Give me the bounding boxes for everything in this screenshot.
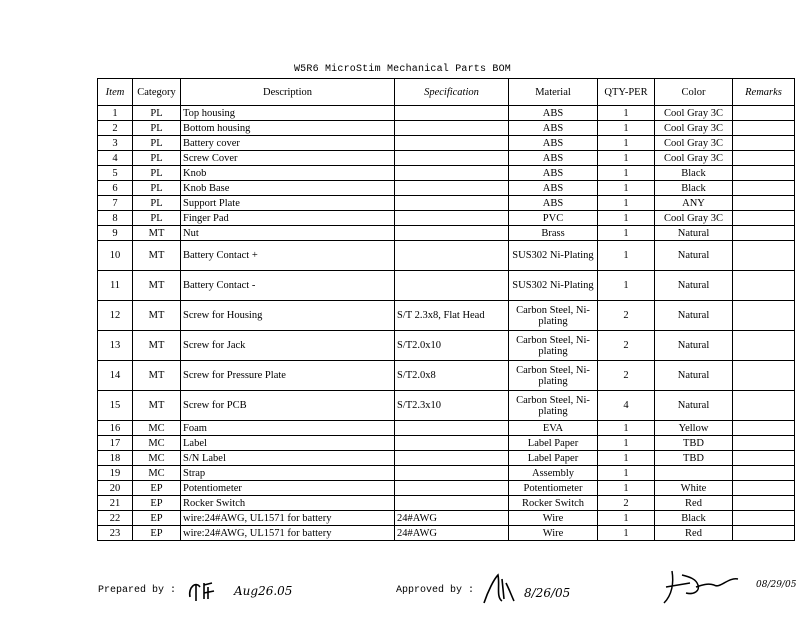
table-row bbox=[98, 136, 795, 151]
cell-qty: 1 bbox=[598, 166, 655, 181]
cell-color: Black bbox=[655, 181, 733, 196]
cell-description: wire:24#AWG, UL1571 for battery bbox=[181, 511, 395, 526]
cell-spec bbox=[395, 451, 509, 466]
table-row bbox=[98, 106, 795, 121]
cell-qty: 1 bbox=[598, 196, 655, 211]
cell-remarks bbox=[733, 451, 795, 466]
cell-description: Battery Contact + bbox=[181, 241, 395, 271]
table-row bbox=[98, 526, 795, 541]
column-header-qty: QTY-PER bbox=[598, 79, 655, 106]
cell-color: Natural bbox=[655, 241, 733, 271]
cell-description: Battery cover bbox=[181, 136, 395, 151]
table-row bbox=[98, 196, 795, 211]
cell-material: SUS302 Ni-Plating bbox=[509, 271, 598, 301]
cell-material: ABS bbox=[509, 136, 598, 151]
cell-material: ABS bbox=[509, 151, 598, 166]
cell-description: Screw Cover bbox=[181, 151, 395, 166]
cell-description: Foam bbox=[181, 421, 395, 436]
cell-description: S/N Label bbox=[181, 451, 395, 466]
cell-remarks bbox=[733, 271, 795, 301]
column-header-specification: Specification bbox=[395, 79, 509, 106]
cell-spec bbox=[395, 421, 509, 436]
cell-description: Label bbox=[181, 436, 395, 451]
cell-item: 17 bbox=[98, 436, 133, 451]
cell-qty: 1 bbox=[598, 151, 655, 166]
cell-material: PVC bbox=[509, 211, 598, 226]
cell-qty: 1 bbox=[598, 211, 655, 226]
cell-remarks bbox=[733, 151, 795, 166]
cell-description: Potentiometer bbox=[181, 481, 395, 496]
cell-spec bbox=[395, 181, 509, 196]
table-row bbox=[98, 436, 795, 451]
column-header-material: Material bbox=[509, 79, 598, 106]
cell-category: MC bbox=[133, 466, 181, 481]
cell-category: MC bbox=[133, 436, 181, 451]
cell-description: Screw for Jack bbox=[181, 331, 395, 361]
cell-remarks bbox=[733, 301, 795, 331]
final-signature bbox=[656, 567, 802, 609]
page-title: W5R6 MicroStim Mechanical Parts BOM bbox=[293, 64, 512, 75]
cell-remarks bbox=[733, 211, 795, 226]
cell-description: Rocker Switch bbox=[181, 496, 395, 511]
cell-material: Assembly bbox=[509, 466, 598, 481]
cell-color: White bbox=[655, 481, 733, 496]
cell-material: SUS302 Ni-Plating bbox=[509, 241, 598, 271]
cell-remarks bbox=[733, 181, 795, 196]
cell-item: 8 bbox=[98, 211, 133, 226]
approved-by-label: Approved by : bbox=[396, 585, 475, 596]
cell-material: Brass bbox=[509, 226, 598, 241]
cell-remarks bbox=[733, 166, 795, 181]
cell-spec bbox=[395, 211, 509, 226]
cell-item: 20 bbox=[98, 481, 133, 496]
cell-spec bbox=[395, 496, 509, 511]
cell-remarks bbox=[733, 361, 795, 391]
cell-description: wire:24#AWG, UL1571 for battery bbox=[181, 526, 395, 541]
cell-material: Label Paper bbox=[509, 451, 598, 466]
cell-qty: 1 bbox=[598, 136, 655, 151]
cell-material: ABS bbox=[509, 181, 598, 196]
cell-material: ABS bbox=[509, 106, 598, 121]
cell-category: MC bbox=[133, 451, 181, 466]
bom-table bbox=[97, 78, 795, 541]
cell-spec bbox=[395, 196, 509, 211]
table-row bbox=[98, 301, 795, 331]
table-row bbox=[98, 481, 795, 496]
cell-color: Yellow bbox=[655, 421, 733, 436]
cell-description: Screw for Pressure Plate bbox=[181, 361, 395, 391]
cell-color: Cool Gray 3C bbox=[655, 136, 733, 151]
cell-category: PL bbox=[133, 166, 181, 181]
cell-spec: S/T 2.3x8, Flat Head bbox=[395, 301, 509, 331]
column-header-item: Item bbox=[98, 79, 133, 106]
table-row bbox=[98, 331, 795, 361]
cell-item: 19 bbox=[98, 466, 133, 481]
cell-category: PL bbox=[133, 136, 181, 151]
cell-category: EP bbox=[133, 511, 181, 526]
cell-spec bbox=[395, 166, 509, 181]
cell-category: MT bbox=[133, 226, 181, 241]
cell-remarks bbox=[733, 136, 795, 151]
cell-material: Label Paper bbox=[509, 436, 598, 451]
cell-qty: 1 bbox=[598, 481, 655, 496]
cell-item: 16 bbox=[98, 421, 133, 436]
cell-color: Natural bbox=[655, 331, 733, 361]
cell-description: Knob bbox=[181, 166, 395, 181]
cell-item: 9 bbox=[98, 226, 133, 241]
cell-remarks bbox=[733, 511, 795, 526]
cell-material: ABS bbox=[509, 166, 598, 181]
cell-remarks bbox=[733, 121, 795, 136]
prepared-by-label: Prepared by : bbox=[98, 585, 177, 596]
cell-remarks bbox=[733, 481, 795, 496]
cell-item: 18 bbox=[98, 451, 133, 466]
cell-color: ANY bbox=[655, 196, 733, 211]
cell-material: EVA bbox=[509, 421, 598, 436]
cell-remarks bbox=[733, 526, 795, 541]
cell-qty: 1 bbox=[598, 181, 655, 196]
cell-item: 5 bbox=[98, 166, 133, 181]
cell-spec: 24#AWG bbox=[395, 511, 509, 526]
cell-qty: 1 bbox=[598, 451, 655, 466]
cell-color: Black bbox=[655, 166, 733, 181]
cell-category: MT bbox=[133, 331, 181, 361]
cell-remarks bbox=[733, 496, 795, 511]
cell-qty: 4 bbox=[598, 391, 655, 421]
cell-material: Potentiometer bbox=[509, 481, 598, 496]
approved-signature bbox=[478, 571, 598, 609]
column-header-color: Color bbox=[655, 79, 733, 106]
cell-description: Support Plate bbox=[181, 196, 395, 211]
table-row bbox=[98, 451, 795, 466]
prepared-date: Aug26.05 bbox=[234, 584, 293, 598]
cell-remarks bbox=[733, 226, 795, 241]
cell-category: PL bbox=[133, 211, 181, 226]
cell-color: Natural bbox=[655, 391, 733, 421]
table-row bbox=[98, 361, 795, 391]
cell-remarks bbox=[733, 331, 795, 361]
cell-description: Screw for Housing bbox=[181, 301, 395, 331]
cell-color: Red bbox=[655, 496, 733, 511]
cell-material: ABS bbox=[509, 196, 598, 211]
cell-remarks bbox=[733, 421, 795, 436]
cell-color: Natural bbox=[655, 361, 733, 391]
cell-category: MT bbox=[133, 241, 181, 271]
cell-spec bbox=[395, 481, 509, 496]
cell-description: Battery Contact - bbox=[181, 271, 395, 301]
cell-spec bbox=[395, 241, 509, 271]
cell-qty: 1 bbox=[598, 121, 655, 136]
table-row bbox=[98, 496, 795, 511]
cell-item: 7 bbox=[98, 196, 133, 211]
cell-qty: 2 bbox=[598, 361, 655, 391]
cell-spec bbox=[395, 436, 509, 451]
table-row bbox=[98, 511, 795, 526]
cell-spec bbox=[395, 136, 509, 151]
cell-item: 4 bbox=[98, 151, 133, 166]
cell-color: Red bbox=[655, 526, 733, 541]
cell-spec bbox=[395, 121, 509, 136]
cell-material: ABS bbox=[509, 121, 598, 136]
cell-spec: S/T2.0x8 bbox=[395, 361, 509, 391]
cell-category: PL bbox=[133, 196, 181, 211]
cell-category: EP bbox=[133, 526, 181, 541]
cell-qty: 2 bbox=[598, 301, 655, 331]
cell-remarks bbox=[733, 106, 795, 121]
cell-description: Strap bbox=[181, 466, 395, 481]
cell-category: EP bbox=[133, 496, 181, 511]
table-row bbox=[98, 226, 795, 241]
cell-item: 2 bbox=[98, 121, 133, 136]
cell-category: MT bbox=[133, 301, 181, 331]
approved-date: 8/26/05 bbox=[524, 586, 571, 600]
table-row bbox=[98, 421, 795, 436]
cell-description: Nut bbox=[181, 226, 395, 241]
cell-remarks bbox=[733, 241, 795, 271]
table-row bbox=[98, 466, 795, 481]
final-date: 08/29/05 bbox=[756, 580, 797, 590]
cell-material: Rocker Switch bbox=[509, 496, 598, 511]
cell-spec bbox=[395, 106, 509, 121]
cell-item: 6 bbox=[98, 181, 133, 196]
cell-qty: 2 bbox=[598, 496, 655, 511]
cell-qty: 1 bbox=[598, 466, 655, 481]
cell-qty: 1 bbox=[598, 436, 655, 451]
cell-spec bbox=[395, 151, 509, 166]
table-row bbox=[98, 211, 795, 226]
cell-color: Black bbox=[655, 511, 733, 526]
cell-color: Cool Gray 3C bbox=[655, 121, 733, 136]
cell-material: Wire bbox=[509, 511, 598, 526]
cell-qty: 1 bbox=[598, 421, 655, 436]
cell-description: Finger Pad bbox=[181, 211, 395, 226]
table-row bbox=[98, 181, 795, 196]
cell-color: Natural bbox=[655, 226, 733, 241]
cell-item: 3 bbox=[98, 136, 133, 151]
header-row bbox=[98, 79, 795, 106]
cell-color: TBD bbox=[655, 451, 733, 466]
cell-description: Knob Base bbox=[181, 181, 395, 196]
table-row bbox=[98, 151, 795, 166]
cell-spec: 24#AWG bbox=[395, 526, 509, 541]
table-row bbox=[98, 241, 795, 271]
cell-category: MT bbox=[133, 391, 181, 421]
cell-category: MT bbox=[133, 361, 181, 391]
table-row bbox=[98, 121, 795, 136]
signature-footer bbox=[0, 577, 805, 617]
cell-category: PL bbox=[133, 181, 181, 196]
cell-qty: 1 bbox=[598, 226, 655, 241]
cell-item: 21 bbox=[98, 496, 133, 511]
cell-qty: 1 bbox=[598, 106, 655, 121]
cell-spec: S/T2.0x10 bbox=[395, 331, 509, 361]
cell-category: MC bbox=[133, 421, 181, 436]
cell-color bbox=[655, 466, 733, 481]
cell-qty: 2 bbox=[598, 331, 655, 361]
cell-remarks bbox=[733, 196, 795, 211]
cell-qty: 1 bbox=[598, 271, 655, 301]
table-row bbox=[98, 271, 795, 301]
cell-spec bbox=[395, 226, 509, 241]
cell-category: PL bbox=[133, 106, 181, 121]
cell-color: Natural bbox=[655, 271, 733, 301]
table-row bbox=[98, 391, 795, 421]
cell-color: Natural bbox=[655, 301, 733, 331]
cell-material: Wire bbox=[509, 526, 598, 541]
column-header-description: Description bbox=[181, 79, 395, 106]
cell-category: EP bbox=[133, 481, 181, 496]
cell-item: 12 bbox=[98, 301, 133, 331]
cell-description: Screw for PCB bbox=[181, 391, 395, 421]
cell-description: Top housing bbox=[181, 106, 395, 121]
cell-material: Carbon Steel, Ni-plating bbox=[509, 331, 598, 361]
cell-item: 23 bbox=[98, 526, 133, 541]
table-row bbox=[98, 166, 795, 181]
cell-spec bbox=[395, 466, 509, 481]
cell-qty: 1 bbox=[598, 526, 655, 541]
cell-item: 22 bbox=[98, 511, 133, 526]
cell-spec: S/T2.3x10 bbox=[395, 391, 509, 421]
cell-spec bbox=[395, 271, 509, 301]
cell-color: Cool Gray 3C bbox=[655, 106, 733, 121]
cell-item: 1 bbox=[98, 106, 133, 121]
cell-qty: 1 bbox=[598, 241, 655, 271]
cell-category: PL bbox=[133, 151, 181, 166]
cell-item: 11 bbox=[98, 271, 133, 301]
cell-color: Cool Gray 3C bbox=[655, 151, 733, 166]
column-header-category: Category bbox=[133, 79, 181, 106]
cell-color: Cool Gray 3C bbox=[655, 211, 733, 226]
cell-remarks bbox=[733, 466, 795, 481]
cell-material: Carbon Steel, Ni-plating bbox=[509, 391, 598, 421]
cell-item: 14 bbox=[98, 361, 133, 391]
cell-material: Carbon Steel, Ni-plating bbox=[509, 301, 598, 331]
prepared-signature bbox=[186, 577, 308, 607]
cell-material: Carbon Steel, Ni-plating bbox=[509, 361, 598, 391]
cell-color: TBD bbox=[655, 436, 733, 451]
cell-category: MT bbox=[133, 271, 181, 301]
cell-item: 10 bbox=[98, 241, 133, 271]
cell-item: 13 bbox=[98, 331, 133, 361]
cell-description: Bottom housing bbox=[181, 121, 395, 136]
bom-body bbox=[98, 106, 795, 541]
cell-category: PL bbox=[133, 121, 181, 136]
cell-qty: 1 bbox=[598, 511, 655, 526]
cell-remarks bbox=[733, 391, 795, 421]
cell-remarks bbox=[733, 436, 795, 451]
cell-item: 15 bbox=[98, 391, 133, 421]
column-header-remarks: Remarks bbox=[733, 79, 795, 106]
